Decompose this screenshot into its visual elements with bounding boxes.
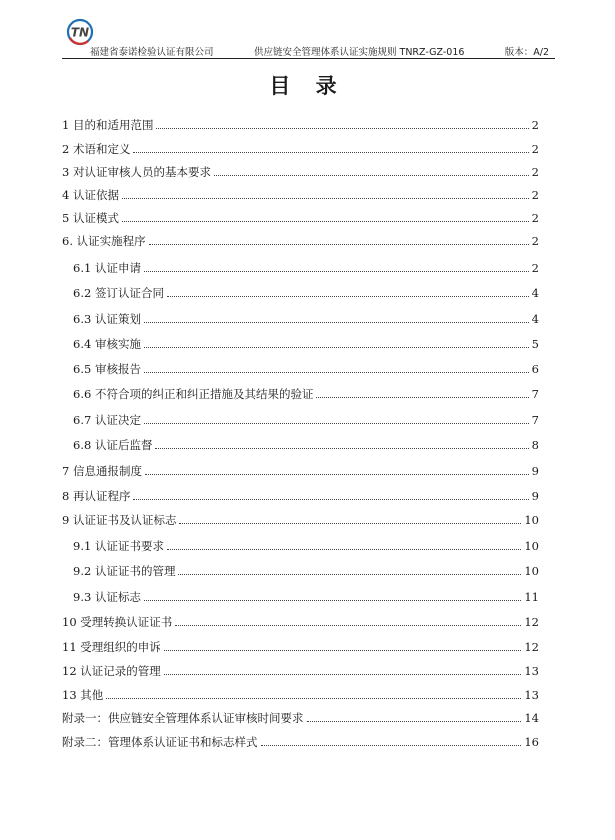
toc-entry-page: 4	[531, 312, 539, 326]
toc-entry[interactable]	[62, 639, 539, 655]
toc-entry-page: 2	[531, 188, 539, 202]
toc-dot-leader	[145, 463, 529, 475]
toc-dot-leader	[261, 734, 522, 746]
toc-dot-leader	[144, 589, 521, 601]
toc-entry-page: 9	[531, 464, 539, 478]
toc-entry-label: 9.2 认证证书的管理	[73, 564, 176, 578]
toc-entry-label: 1 目的和适用范围	[62, 118, 154, 132]
toc-entry[interactable]	[73, 260, 539, 276]
toc-entry-label: 9.3 认证标志	[73, 590, 141, 604]
toc-entry[interactable]	[62, 488, 539, 504]
toc-entry[interactable]	[73, 285, 539, 301]
toc-dot-leader	[214, 164, 529, 176]
toc-dot-leader	[122, 210, 529, 222]
toc-entry-label: 10 受理转换认证证书	[62, 615, 173, 629]
toc-dot-leader	[316, 386, 528, 398]
toc-entry-label: 6. 认证实施程序	[62, 234, 146, 248]
document-version: 版本：A/2	[504, 47, 549, 58]
toc-entry-page: 13	[524, 688, 539, 702]
toc-entry-label: 11 受理组织的申诉	[62, 640, 161, 654]
toc-entry-page: 10	[524, 513, 539, 527]
toc-entry[interactable]	[73, 563, 539, 579]
toc-dot-leader	[144, 311, 529, 323]
page-header	[62, 18, 555, 59]
toc-entry-page: 12	[524, 640, 539, 654]
toc-entry-label: 13 其他	[62, 688, 104, 702]
toc-entry-label: 6.5 审核报告	[73, 362, 141, 376]
toc-entry-label: 附录一：供应链安全管理体系认证审核时间要求	[62, 711, 304, 725]
toc-entry-label: 7 信息通报制度	[62, 464, 142, 478]
toc-entry[interactable]	[62, 187, 539, 203]
toc-entry[interactable]	[62, 117, 539, 133]
toc-entry[interactable]	[62, 663, 539, 679]
toc-entry-page: 6	[531, 362, 539, 376]
toc-entry-page: 10	[524, 564, 539, 578]
toc-entry-page: 4	[531, 286, 539, 300]
toc-entry[interactable]	[62, 141, 539, 157]
toc-entry[interactable]	[62, 710, 539, 726]
toc-dot-leader	[175, 614, 521, 626]
toc-entry-page: 7	[531, 387, 539, 401]
toc-entry[interactable]	[73, 361, 539, 377]
toc-entry-page: 9	[531, 489, 539, 503]
toc-dot-leader	[149, 233, 529, 245]
toc-dot-leader	[106, 687, 521, 699]
toc-entry-label: 5 认证模式	[62, 211, 119, 225]
toc-entry-page: 5	[531, 337, 539, 351]
toc-entry-label: 6.7 认证决定	[73, 413, 141, 427]
toc-entry-page: 2	[531, 234, 539, 248]
toc-entry[interactable]	[62, 512, 539, 528]
document-name: 供应链安全管理体系认证实施规则 TNRZ-GZ-016	[254, 47, 465, 58]
toc-entry[interactable]	[62, 687, 539, 703]
company-logo	[66, 18, 94, 46]
toc-entry-label: 6.6 不符合项的纠正和纠正措施及其结果的验证	[73, 387, 314, 401]
toc-entry[interactable]	[73, 437, 539, 453]
logo-text: TN	[70, 25, 90, 40]
toc-dot-leader	[167, 538, 521, 550]
toc-entry-label: 6.4 审核实施	[73, 337, 141, 351]
toc-entry[interactable]	[73, 412, 539, 428]
toc-entry-label: 6.2 签订认证合同	[73, 286, 164, 300]
toc-dot-leader	[156, 117, 528, 129]
toc-entry-label: 12 认证记录的管理	[62, 664, 161, 678]
company-name: 福建省泰诺检验认证有限公司	[90, 47, 214, 58]
toc-dot-leader	[144, 260, 529, 272]
toc-entry[interactable]	[62, 233, 539, 249]
toc-entry[interactable]	[73, 589, 539, 605]
toc-dot-leader	[133, 488, 528, 500]
toc-dot-leader	[164, 663, 522, 675]
toc-dot-leader	[144, 361, 529, 373]
toc-entry[interactable]	[73, 538, 539, 554]
toc-entry-page: 14	[524, 711, 539, 725]
toc-entry-page: 7	[531, 413, 539, 427]
toc-entry-label: 6.1 认证申请	[73, 261, 141, 275]
toc-entry-label: 8 再认证程序	[62, 489, 131, 503]
toc-entry-label: 6.8 认证后监督	[73, 438, 153, 452]
toc-entry[interactable]	[73, 311, 539, 327]
toc-entry[interactable]	[62, 614, 539, 630]
toc-entry-page: 13	[524, 664, 539, 678]
toc-entry-label: 9.1 认证证书要求	[73, 539, 164, 553]
toc-dot-leader	[167, 285, 529, 297]
toc-dot-leader	[164, 639, 522, 651]
toc-dot-leader	[144, 336, 529, 348]
toc-entry-page: 16	[524, 735, 539, 749]
toc-entry-page: 2	[531, 211, 539, 225]
toc-dot-leader	[155, 437, 528, 449]
toc-entry[interactable]	[62, 210, 539, 226]
toc-entry-page: 11	[524, 590, 539, 604]
toc-entry-label: 2 术语和定义	[62, 142, 131, 156]
toc-entry-label: 6.3 认证策划	[73, 312, 141, 326]
toc-entry-label: 3 对认证审核人员的基本要求	[62, 165, 211, 179]
toc-dot-leader	[144, 412, 529, 424]
toc-dot-leader	[133, 141, 528, 153]
toc-entry[interactable]	[73, 386, 539, 402]
toc-dot-leader	[178, 563, 521, 575]
toc-entry-page: 10	[524, 539, 539, 553]
toc-entry-page: 2	[531, 118, 539, 132]
toc-entry-label: 附录二：管理体系认证证书和标志样式	[62, 735, 258, 749]
page-title: 目 录	[269, 74, 346, 98]
toc-entry[interactable]	[62, 463, 539, 479]
toc-dot-leader	[307, 710, 522, 722]
toc-entry-page: 2	[531, 142, 539, 156]
toc-entry-page: 8	[531, 438, 539, 452]
toc-entry-label: 4 认证依据	[62, 188, 119, 202]
toc-dot-leader	[122, 187, 529, 199]
toc-entry[interactable]	[62, 164, 539, 180]
toc-entry-label: 9 认证证书及认证标志	[62, 513, 177, 527]
toc-entry-page: 2	[531, 165, 539, 179]
toc-entry[interactable]	[73, 336, 539, 352]
toc-entry[interactable]	[62, 734, 539, 750]
toc-entry-page: 12	[524, 615, 539, 629]
toc-entry-page: 2	[531, 261, 539, 275]
toc-dot-leader	[179, 512, 521, 524]
